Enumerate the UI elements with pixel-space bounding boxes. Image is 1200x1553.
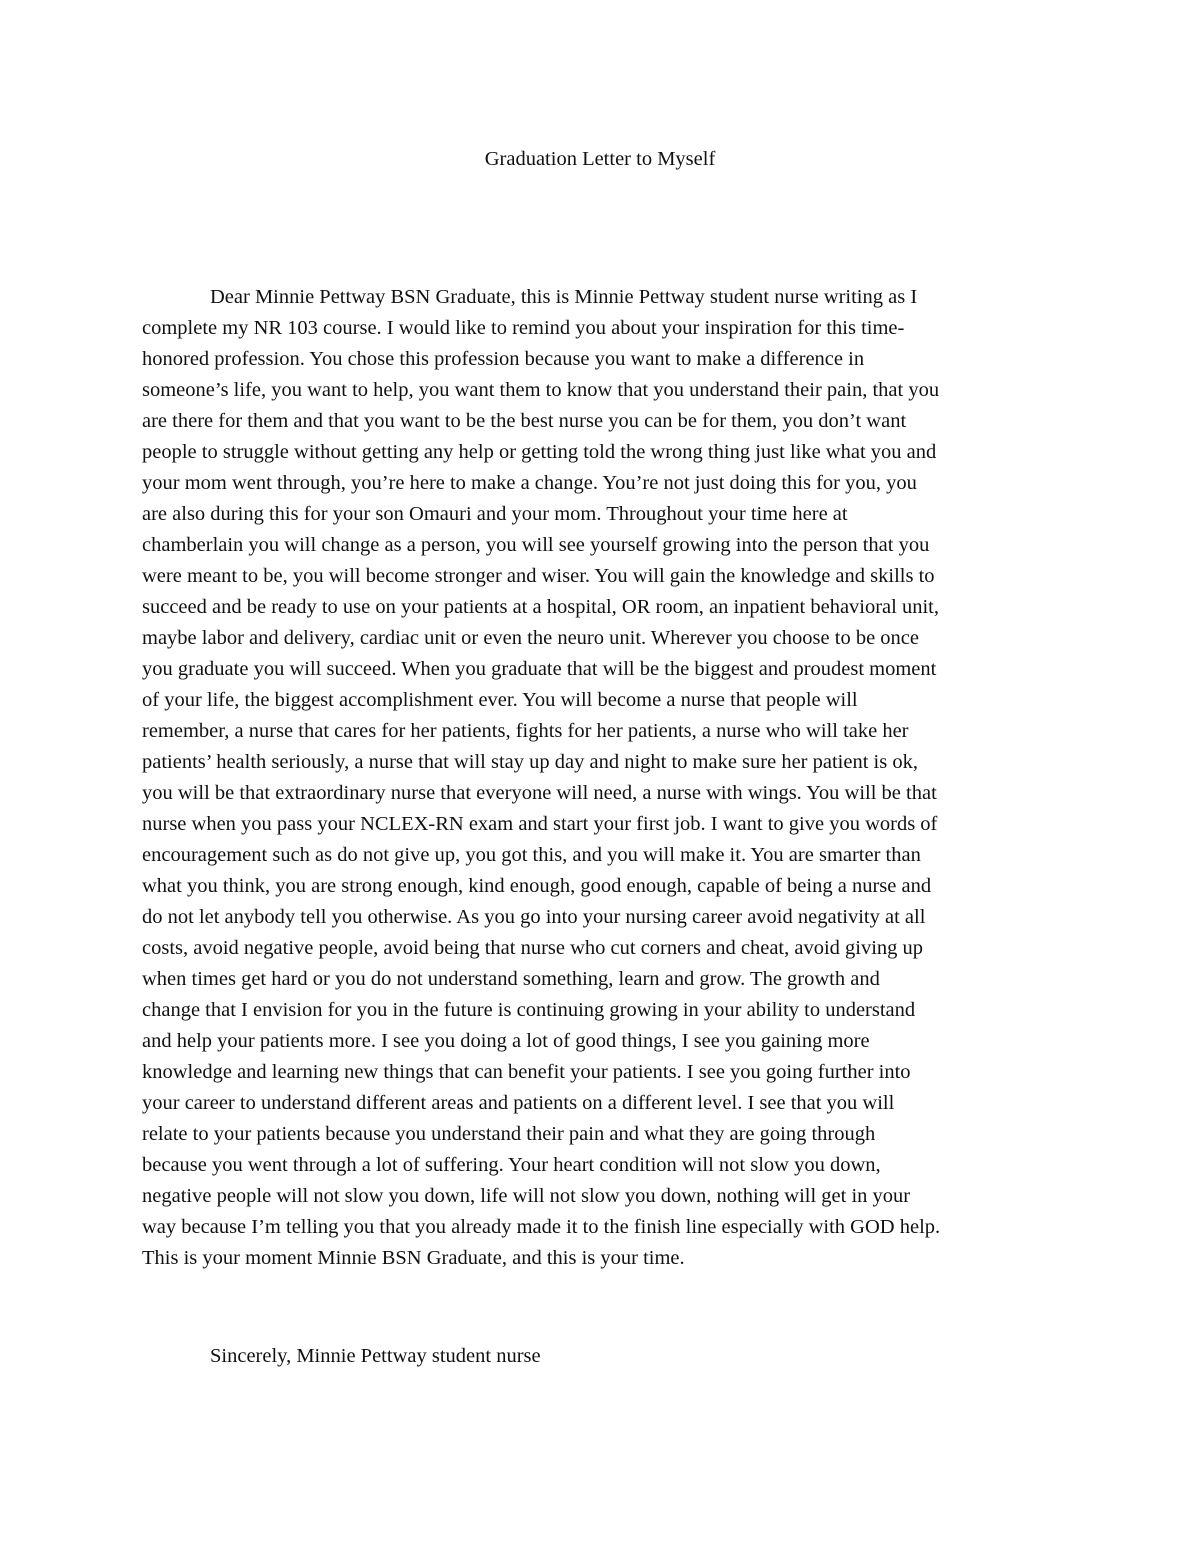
body-line: do not let anybody tell you otherwise. As you go into your nursing career avoid negativity at all [142,906,926,928]
body-line: succeed and be ready to use on your patients at a hospital, OR room, an inpatient behavioral unit, [142,596,939,618]
body-line: honored profession. You chose this profession because you want to make a difference in [142,348,865,370]
body-line: you graduate you will succeed. When you graduate that will be the biggest and proudest moment [142,658,937,680]
body-line: you will be that extraordinary nurse that everyone will need, a nurse with wings. You will be that [142,782,937,804]
body-line: This is your moment Minnie BSN Graduate, and this is your time. [142,1247,685,1269]
body-line: costs, avoid negative people, avoid being that nurse who cut corners and cheat, avoid giving up [142,937,924,959]
body-line: because you went through a lot of suffering. Your heart condition will not slow you down, [142,1154,881,1176]
body-line: nurse when you pass your NCLEX-RN exam and start your first job. I want to give you words of [142,813,938,835]
body-line: patients’ health seriously, a nurse that will stay up day and night to make sure her patient is ok, [142,751,918,773]
body-line: people to struggle without getting any help or getting told the wrong thing just like what you and [142,441,937,463]
body-line: encouragement such as do not give up, you got this, and you will make it. You are smarter than [142,844,921,866]
body-line: way because I’m telling you that you already made it to the finish line especially with GOD help. [142,1216,941,1238]
body-line: what you think, you are strong enough, kind enough, good enough, capable of being a nurse and [142,875,932,897]
body-line: were meant to be, you will become stronger and wiser. You will gain the knowledge and skills to [142,565,935,587]
body-line: negative people will not slow you down, life will not slow you down, nothing will get in your [142,1185,911,1207]
body-line: knowledge and learning new things that can benefit your patients. I see you going further into [142,1061,911,1083]
body-line: Dear Minnie Pettway BSN Graduate, this is Minnie Pettway student nurse writing as I [210,286,918,308]
body-line: when times get hard or you do not understand something, learn and grow. The growth and [142,968,880,990]
body-line: and help your patients more. I see you doing a lot of good things, I see you gaining more [142,1030,870,1052]
body-line: change that I envision for you in the future is continuing growing in your ability to understand [142,999,916,1021]
body-line: remember, a nurse that cares for her patients, fights for her patients, a nurse who will take her [142,720,909,742]
body-line: complete my NR 103 course. I would like to remind you about your inspiration for this time- [142,317,905,339]
body-line: your mom went through, you’re here to make a change. You’re not just doing this for you, you [142,472,917,494]
letter-closing: Sincerely, Minnie Pettway student nurse [210,1345,541,1367]
letter-body [142,282,1062,1274]
body-line: someone’s life, you want to help, you want them to know that you understand their pain, that you [142,379,940,401]
body-line: relate to your patients because you understand their pain and what they are going through [142,1123,876,1145]
body-line: your career to understand different areas and patients on a different level. I see that you will [142,1092,895,1114]
body-line: maybe labor and delivery, cardiac unit or even the neuro unit. Wherever you choose to be once [142,627,919,649]
body-line: are also during this for your son Omauri and your mom. Throughout your time here at [142,503,848,525]
body-line: are there for them and that you want to be the best nurse you can be for them, you don’t want [142,410,907,432]
body-line: of your life, the biggest accomplishment ever. You will become a nurse that people will [142,689,858,711]
document-title: Graduation Letter to Myself [484,148,716,170]
body-line: chamberlain you will change as a person, you will see yourself growing into the person that you [142,534,930,556]
